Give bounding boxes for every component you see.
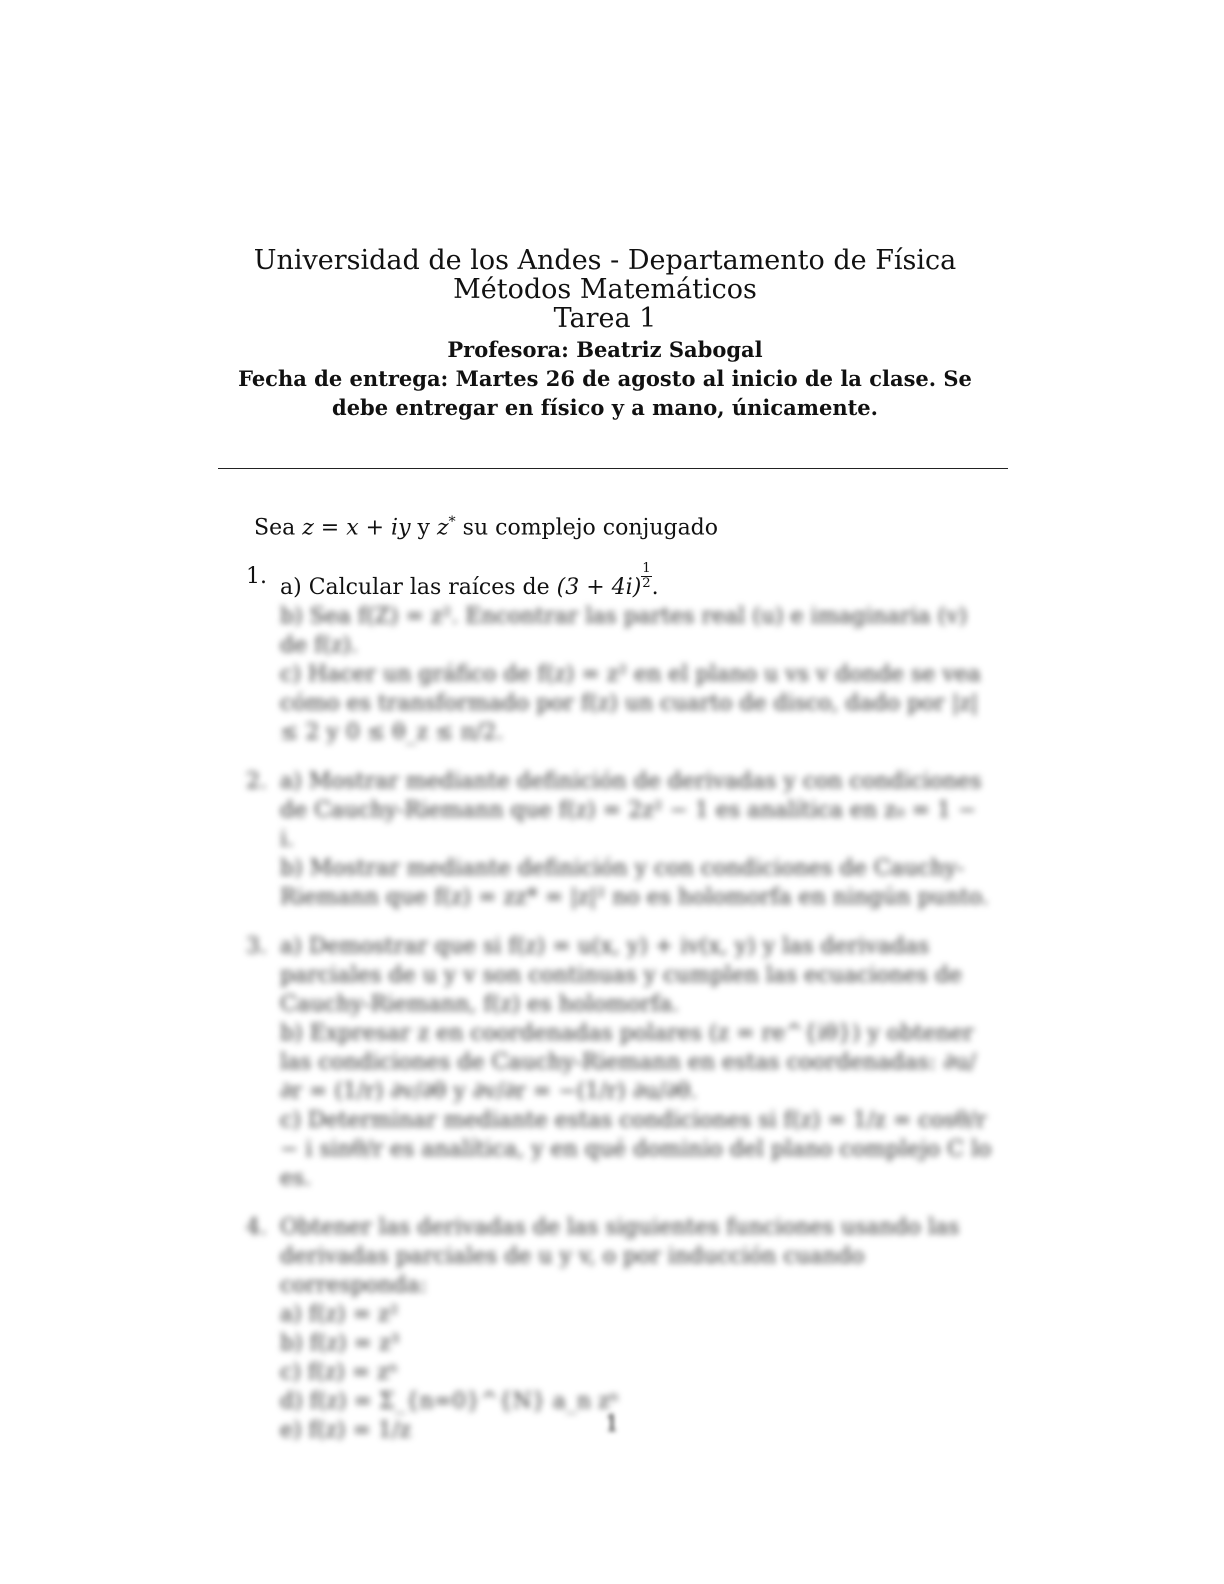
exp-numerator: 1 [642, 561, 651, 577]
intro-suffix: su complejo conjugado [455, 515, 719, 541]
problem-4b: b) f(z) = z³ [280, 1331, 400, 1357]
university-title: Universidad de los Andes - Departamento de Física [253, 245, 957, 276]
problem-3a: a) Demostrar que si f(z) = u(x, y) + iv(x, y) y las derivadas parciales de u y v son continuas y cumplen las ecuaciones de Cauchy-Riemann, f(z) es holomorfa. [280, 934, 962, 1018]
exp-denominator: 2 [642, 575, 651, 591]
problem-2 [246, 767, 996, 912]
intro-prefix: Sea [254, 515, 303, 541]
problem-1a-exponent [641, 562, 651, 589]
problem-1 [246, 562, 996, 747]
professor-line: Profesora: Beatriz Sabogal [447, 337, 763, 362]
problem-3 [246, 932, 996, 1193]
problem-4a: a) f(z) = z² [280, 1302, 399, 1328]
problem-4-lead: Obtener las derivadas de las siguientes funciones usando las derivadas parciales de u y v, o por inducción cuando corresponda: [280, 1215, 960, 1299]
header-divider [218, 468, 1008, 469]
course-title: Métodos Matemáticos [453, 274, 757, 305]
intro-eq-z: z = x + iy [302, 515, 411, 541]
problem-3b: b) Expresar z en coordenadas polares (z = re^{iθ}) y obtener las condiciones de Cauchy-Riemann en estas coordenadas: ∂u/∂r = (1/r) ∂v/∂θ y ∂v/∂r = −(1/r) ∂u/∂θ. [280, 1021, 977, 1105]
intro-eq-star: * [448, 514, 456, 530]
problem-1b: b) Sea f(Z) = z². Encontrar las partes real (u) e imaginaria (v) de f(z). [280, 604, 968, 659]
problem-4-number: 4. [246, 1215, 267, 1241]
page-number: 1 [605, 1412, 619, 1437]
problem-4d: d) f(z) = Σ_{n=0}^{N} a_n zⁿ [280, 1389, 620, 1415]
problem-4e: e) f(z) = 1/z [280, 1418, 411, 1444]
problem-2b: b) Mostrar mediante definición y con condiciones de Cauchy-Riemann que f(z) = zz* = |z|² no es holomorfa en ningún punto. [280, 856, 989, 911]
problem-4 [246, 1213, 996, 1445]
intro-statement [254, 508, 996, 542]
problem-3-number: 3. [246, 934, 267, 960]
due-date-line-1: Fecha de entrega: Martes 26 de agosto al inicio de la clase. Se [238, 366, 972, 391]
problem-1-number: 1. [246, 564, 267, 590]
document-header [200, 246, 1010, 422]
document-body [246, 508, 996, 1465]
assignment-title: Tarea 1 [553, 303, 657, 334]
problem-1a-math: (3 + 4i) [556, 575, 642, 601]
problem-2a: a) Mostrar mediante definición de derivadas y con condiciones de Cauchy-Riemann que f(z) = 2z² − 1 es analítica en z₀ = 1 − i. [280, 769, 982, 853]
problem-1a-text: a) Calcular las raíces de [280, 575, 557, 601]
problem-1a-end: . [651, 575, 659, 601]
problem-1a [280, 562, 996, 602]
due-date-line-2: debe entregar en físico y a mano, únicamente. [332, 395, 878, 420]
problem-1c: c) Hacer un gráfico de f(z) = z² en el plano u vs v donde se vea cómo es transformado por f(z) un cuarto de disco, dado por |z| ≤ 2 y 0 ≤ θ_z ≤ π/2. [280, 662, 981, 746]
intro-mid: y [410, 515, 437, 541]
problem-4c: c) f(z) = zⁿ [280, 1360, 399, 1386]
problem-3c: c) Determinar mediante estas condiciones si f(z) = 1/z = cosθ/r − i sinθ/r es analítica, y en qué dominio del plano complejo C lo es. [280, 1108, 992, 1192]
intro-eq-zconj: z [436, 515, 449, 541]
problem-2-number: 2. [246, 769, 267, 795]
